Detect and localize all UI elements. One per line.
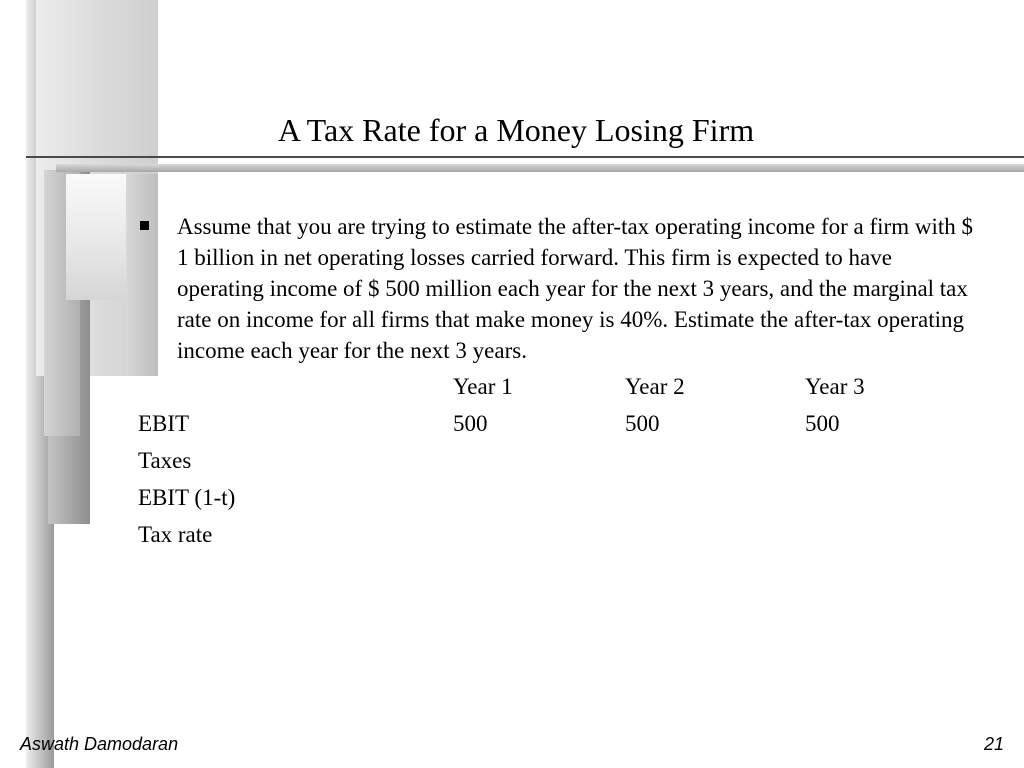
decorative-bar — [66, 174, 126, 300]
table-cell: 500 — [805, 411, 840, 436]
row-label: Taxes — [138, 448, 192, 473]
table-cell: 500 — [625, 411, 660, 436]
square-bullet-icon — [140, 221, 149, 230]
bullet-text: Assume that you are trying to estimate the after-tax operating income for a firm with $ 1 billion in net operating losses carried forward. This firm is expected to have operating income of $ 500 million each year for the next 3 years, and the marginal tax rate on income for all firms that make money is 40%. Estimate the after-tax operating income each year for the next 3 years. — [177, 214, 973, 363]
title-divider-bar — [56, 164, 1024, 172]
row-label: Tax rate — [138, 522, 213, 547]
column-header: Year 1 — [453, 374, 513, 399]
table-cell: 500 — [453, 411, 488, 436]
column-header: Year 2 — [625, 374, 685, 399]
footer-author: Aswath Damodaran — [20, 734, 179, 754]
slide-title: A Tax Rate for a Money Losing Firm — [277, 112, 755, 148]
page-number: 21 — [983, 734, 1004, 754]
row-label: EBIT (1-t) — [138, 485, 236, 510]
column-header: Year 3 — [805, 374, 865, 399]
row-label: EBIT — [138, 411, 190, 436]
decorative-bar — [126, 174, 158, 376]
title-divider-line — [26, 156, 1024, 158]
